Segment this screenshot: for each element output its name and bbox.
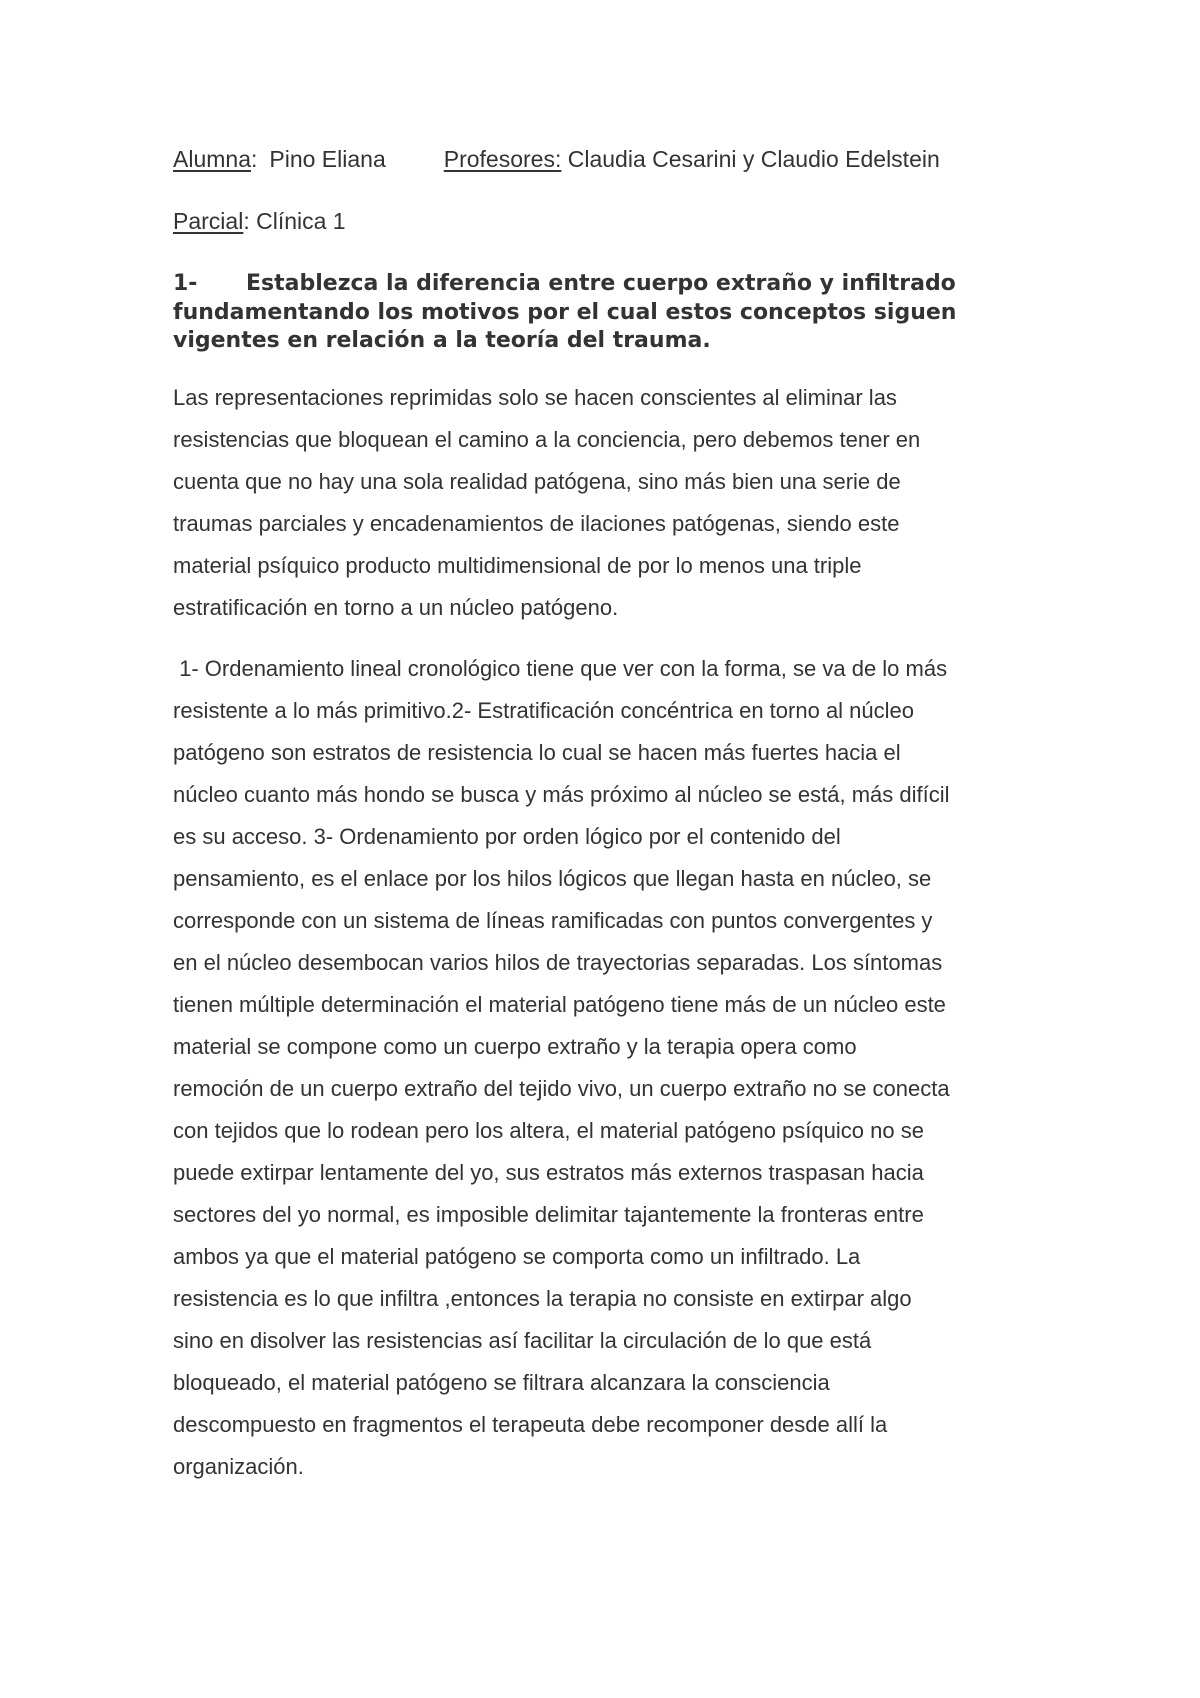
paragraph-line: descompuesto en fragmentos el terapeuta debe recomponer desde allí la xyxy=(173,1412,888,1437)
paragraph-line: resistencia es lo que infiltra ,entonces la terapia no consiste en extirpar algo xyxy=(173,1286,912,1311)
question-line: fundamentando los motivos por el cual estos conceptos siguen xyxy=(173,299,957,325)
paragraph-line: ambos ya que el material patógeno se comporta como un infiltrado. La xyxy=(173,1244,861,1269)
paragraph-line: 1- Ordenamiento lineal cronológico tiene que ver con la forma, se va de lo más xyxy=(173,656,948,681)
paragraph-line: tienen múltiple determinación el material patógeno tiene más de un núcleo este xyxy=(173,992,946,1017)
teachers-names: Claudia Cesarini y Claudio Edelstein xyxy=(561,146,940,172)
paragraph-line: traumas parciales y encadenamientos de ilaciones patógenas, siendo este xyxy=(173,511,900,536)
paragraph-line: núcleo cuanto más hondo se busca y más próximo al núcleo se está, más difícil xyxy=(173,782,950,807)
paragraph-line: sino en disolver las resistencias así facilitar la circulación de lo que está xyxy=(173,1328,872,1353)
paragraph-line: remoción de un cuerpo extraño del tejido vivo, un cuerpo extraño no se conecta xyxy=(173,1076,950,1101)
exam-label: Parcial xyxy=(173,208,244,234)
question-heading xyxy=(173,270,973,356)
paragraph-line: con tejidos que lo rodean pero los altera, el material patógeno psíquico no se xyxy=(173,1118,924,1143)
paragraph-line: corresponde con un sistema de líneas ramificadas con puntos convergentes y xyxy=(173,908,933,933)
teachers-label-sep: : xyxy=(554,146,562,172)
paragraph-line: patógeno son estratos de resistencia lo cual se hacen más fuertes hacia el xyxy=(173,740,901,765)
paragraph-line: puede extirpar lentamente del yo, sus estratos más externos traspasan hacia xyxy=(173,1160,924,1185)
exam-value: Clínica 1 xyxy=(249,208,346,234)
paragraph-line: sectores del yo normal, es imposible delimitar tajantemente la fronteras entre xyxy=(173,1202,924,1227)
exam-label-sep: : xyxy=(243,208,250,234)
paragraph-line: cuenta que no hay una sola realidad patógena, sino más bien una serie de xyxy=(173,469,901,494)
paragraph-line: estratificación en torno a un núcleo patógeno. xyxy=(173,595,619,620)
header-row xyxy=(173,145,940,173)
answer-paragraph-2 xyxy=(173,648,1043,1488)
student-name: Pino Eliana xyxy=(269,146,386,172)
answer-paragraph-1 xyxy=(173,377,1043,629)
question-text: Establezca la diferencia entre cuerpo extraño y infiltrado xyxy=(246,271,956,296)
exam-row xyxy=(173,207,346,235)
paragraph-line: resistencias que bloquean el camino a la conciencia, pero debemos tener en xyxy=(173,427,921,452)
question-line xyxy=(173,270,973,299)
question-line: vigentes en relación a la teoría del trauma. xyxy=(173,328,711,353)
paragraph-line: es su acceso. 3- Ordenamiento por orden lógico por el contenido del xyxy=(173,824,841,849)
student-label-sep: : xyxy=(250,146,258,172)
question-number: 1- xyxy=(173,271,198,296)
paragraph-line: bloqueado, el material patógeno se filtrara alcanzara la consciencia xyxy=(173,1370,830,1395)
student-label: Alumna xyxy=(173,146,251,172)
paragraph-line: material psíquico producto multidimensional de por lo menos una triple xyxy=(173,553,862,578)
paragraph-line: Las representaciones reprimidas solo se hacen conscientes al eliminar las xyxy=(173,385,897,410)
paragraph-line: en el núcleo desembocan varios hilos de trayectorias separadas. Los síntomas xyxy=(173,950,943,975)
paragraph-line: resistente a lo más primitivo.2- Estratificación concéntrica en torno al núcleo xyxy=(173,698,915,723)
paragraph-line: organización. xyxy=(173,1454,304,1479)
paragraph-line: material se compone como un cuerpo extraño y la terapia opera como xyxy=(173,1034,857,1059)
paragraph-line: pensamiento, es el enlace por los hilos lógicos que llegan hasta en núcleo, se xyxy=(173,866,932,891)
teachers-label: Profesores xyxy=(443,146,555,172)
